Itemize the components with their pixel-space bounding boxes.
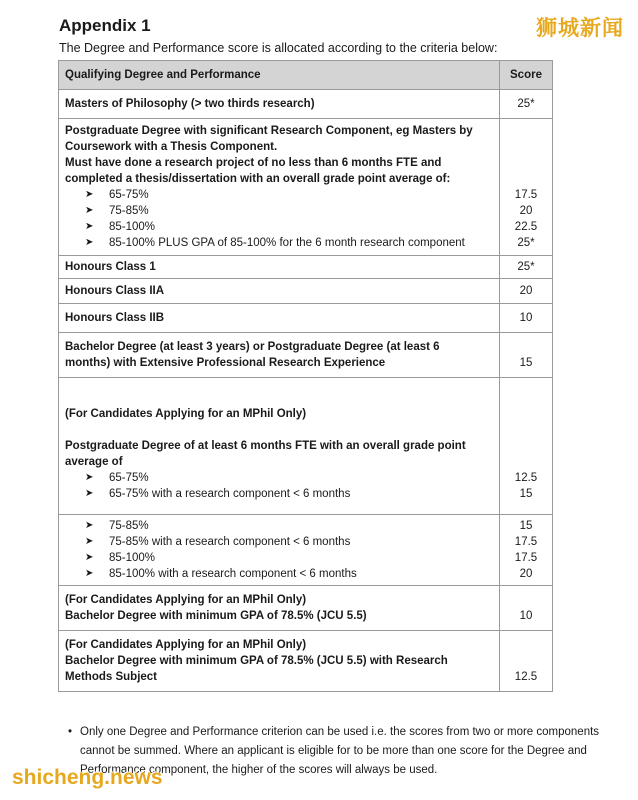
- score-value: 15: [519, 488, 533, 500]
- score-value: 15: [519, 357, 533, 369]
- criterion-text: Masters of Philosophy (> two thirds research): [65, 98, 315, 110]
- bullet-dot-icon: •: [68, 726, 73, 738]
- score-value: 20: [519, 285, 533, 297]
- criterion-text: 65-75%: [109, 189, 149, 201]
- criterion-list-item: [65, 187, 493, 203]
- arrow-bullet-icon: ➤: [85, 488, 94, 499]
- criterion-cell: [59, 586, 500, 631]
- criterion-text: 75-85% with a research component < 6 months: [109, 536, 351, 548]
- arrow-bullet-icon: ➤: [85, 189, 94, 200]
- criterion-cell: [59, 515, 500, 586]
- criterion-text: Postgraduate Degree with significant Research Component, eg Masters by: [65, 125, 473, 137]
- criterion-cell: [59, 378, 500, 515]
- criterion-text: Honours Class IIB: [65, 312, 165, 324]
- score-value: [506, 139, 546, 155]
- page-title: Appendix 1: [59, 16, 151, 35]
- criterion-list-item: [65, 534, 493, 550]
- score-cell: [500, 90, 553, 119]
- score-value: [506, 454, 546, 470]
- score-cell: [500, 586, 553, 631]
- score-cell: [500, 631, 553, 692]
- criterion-text: Postgraduate Degree of at least 6 months FTE with an overall grade point: [65, 440, 466, 452]
- intro-text: The Degree and Performance score is allocated according to the criteria below:: [59, 41, 498, 55]
- criterion-text: 65-75% with a research component < 6 months: [109, 488, 351, 500]
- criterion-text: completed a thesis/dissertation with an overall grade point average of:: [65, 173, 451, 185]
- score-value: 17.5: [514, 536, 538, 548]
- score-value: 10: [519, 312, 533, 324]
- table-row: [59, 304, 553, 333]
- criterion-list-item: [65, 470, 493, 486]
- score-cell: [500, 378, 553, 515]
- arrow-bullet-icon: ➤: [85, 205, 94, 216]
- score-value: 17.5: [514, 552, 538, 564]
- score-value: 22.5: [514, 221, 538, 233]
- score-cell: [500, 304, 553, 333]
- criterion-list-item: [65, 518, 493, 534]
- score-value: 25*: [517, 98, 535, 110]
- criterion-text: 85-100%: [109, 221, 156, 233]
- table-row: [59, 378, 553, 515]
- score-cell: [500, 515, 553, 586]
- criterion-list-item: [65, 486, 493, 502]
- arrow-bullet-icon: ➤: [85, 520, 94, 531]
- score-cell: [500, 279, 553, 304]
- score-value: [506, 390, 546, 406]
- table-row: [59, 256, 553, 279]
- criterion-cell: [59, 631, 500, 692]
- criterion-cell: [59, 119, 500, 256]
- score-value: 17.5: [514, 189, 538, 201]
- bullet-text: Only one Degree and Performance criterion can be used i.e. the scores from two or more components cannot be summed. Where an applicant is eligible for to be more than one score for the Degree and Performance component, the higher of the scores will always be used.: [80, 726, 600, 776]
- score-value: [506, 171, 546, 187]
- criterion-cell: [59, 256, 500, 279]
- arrow-bullet-icon: ➤: [85, 552, 94, 563]
- criterion-text: months) with Extensive Professional Research Experience: [65, 357, 386, 369]
- score-cell: [500, 333, 553, 378]
- score-value: 12.5: [514, 671, 538, 683]
- arrow-bullet-icon: ➤: [85, 221, 94, 232]
- criterion-text: Coursework with a Thesis Component.: [65, 141, 278, 153]
- criterion-text: 85-100%: [109, 552, 156, 564]
- score-value: [506, 438, 546, 454]
- criterion-text: (For Candidates Applying for an MPhil Only): [65, 639, 307, 651]
- watermark-top: 狮城新闻: [536, 17, 624, 40]
- criterion-text: 75-85%: [109, 520, 149, 532]
- arrow-bullet-icon: ➤: [85, 536, 94, 547]
- criterion-cell: [59, 304, 500, 333]
- table-header-row: [59, 61, 553, 90]
- arrow-bullet-icon: ➤: [85, 237, 94, 248]
- criterion-cell: [59, 279, 500, 304]
- score-value: 15: [519, 520, 533, 532]
- table-row: [59, 515, 553, 586]
- score-header: Score: [500, 61, 553, 90]
- score-cell: [500, 119, 553, 256]
- arrow-bullet-icon: ➤: [85, 568, 94, 579]
- criterion-text: 85-100% PLUS GPA of 85-100% for the 6 month research component: [109, 237, 465, 249]
- criterion-list-item: [65, 550, 493, 566]
- table-row: [59, 631, 553, 692]
- criterion-text: Honours Class 1: [65, 261, 156, 273]
- score-value: [506, 406, 546, 422]
- criteria-table: [58, 60, 553, 692]
- criterion-text: Honours Class IIA: [65, 285, 165, 297]
- watermark-bottom: shicheng.news: [12, 766, 163, 789]
- criterion-list-item: [65, 235, 493, 251]
- criterion-text: (For Candidates Applying for an MPhil Only): [65, 408, 307, 420]
- score-value: 12.5: [514, 472, 538, 484]
- score-cell: [500, 256, 553, 279]
- table-row: [59, 586, 553, 631]
- arrow-bullet-icon: ➤: [85, 472, 94, 483]
- criterion-text: average of: [65, 456, 123, 468]
- table-row: [59, 90, 553, 119]
- criterion-text: Bachelor Degree (at least 3 years) or Postgraduate Degree (at least 6: [65, 341, 440, 353]
- criterion-text: 75-85%: [109, 205, 149, 217]
- score-value: 20: [519, 568, 533, 580]
- criterion-header: Qualifying Degree and Performance: [59, 61, 500, 90]
- criterion-list-item: [65, 566, 493, 582]
- criterion-text: Bachelor Degree with minimum GPA of 78.5% (JCU 5.5) with Research: [65, 655, 448, 667]
- table-row: [59, 279, 553, 304]
- score-value: 25*: [517, 237, 535, 249]
- criterion-text: (For Candidates Applying for an MPhil Only): [65, 594, 307, 606]
- score-value: [506, 155, 546, 171]
- criterion-text: Methods Subject: [65, 671, 158, 683]
- criterion-text: 65-75%: [109, 472, 149, 484]
- criterion-text: Bachelor Degree with minimum GPA of 78.5% (JCU 5.5): [65, 610, 367, 622]
- criterion-text: Must have done a research project of no less than 6 months FTE and: [65, 157, 442, 169]
- criterion-cell: [59, 90, 500, 119]
- criterion-cell: [59, 333, 500, 378]
- score-value: [506, 422, 546, 438]
- table-row: [59, 333, 553, 378]
- score-value: 20: [519, 205, 533, 217]
- criterion-list-item: [65, 219, 493, 235]
- criterion-text: 85-100% with a research component < 6 months: [109, 568, 357, 580]
- score-value: 10: [519, 610, 533, 622]
- score-value: 25*: [517, 261, 535, 273]
- table-row: [59, 119, 553, 256]
- criterion-list-item: [65, 203, 493, 219]
